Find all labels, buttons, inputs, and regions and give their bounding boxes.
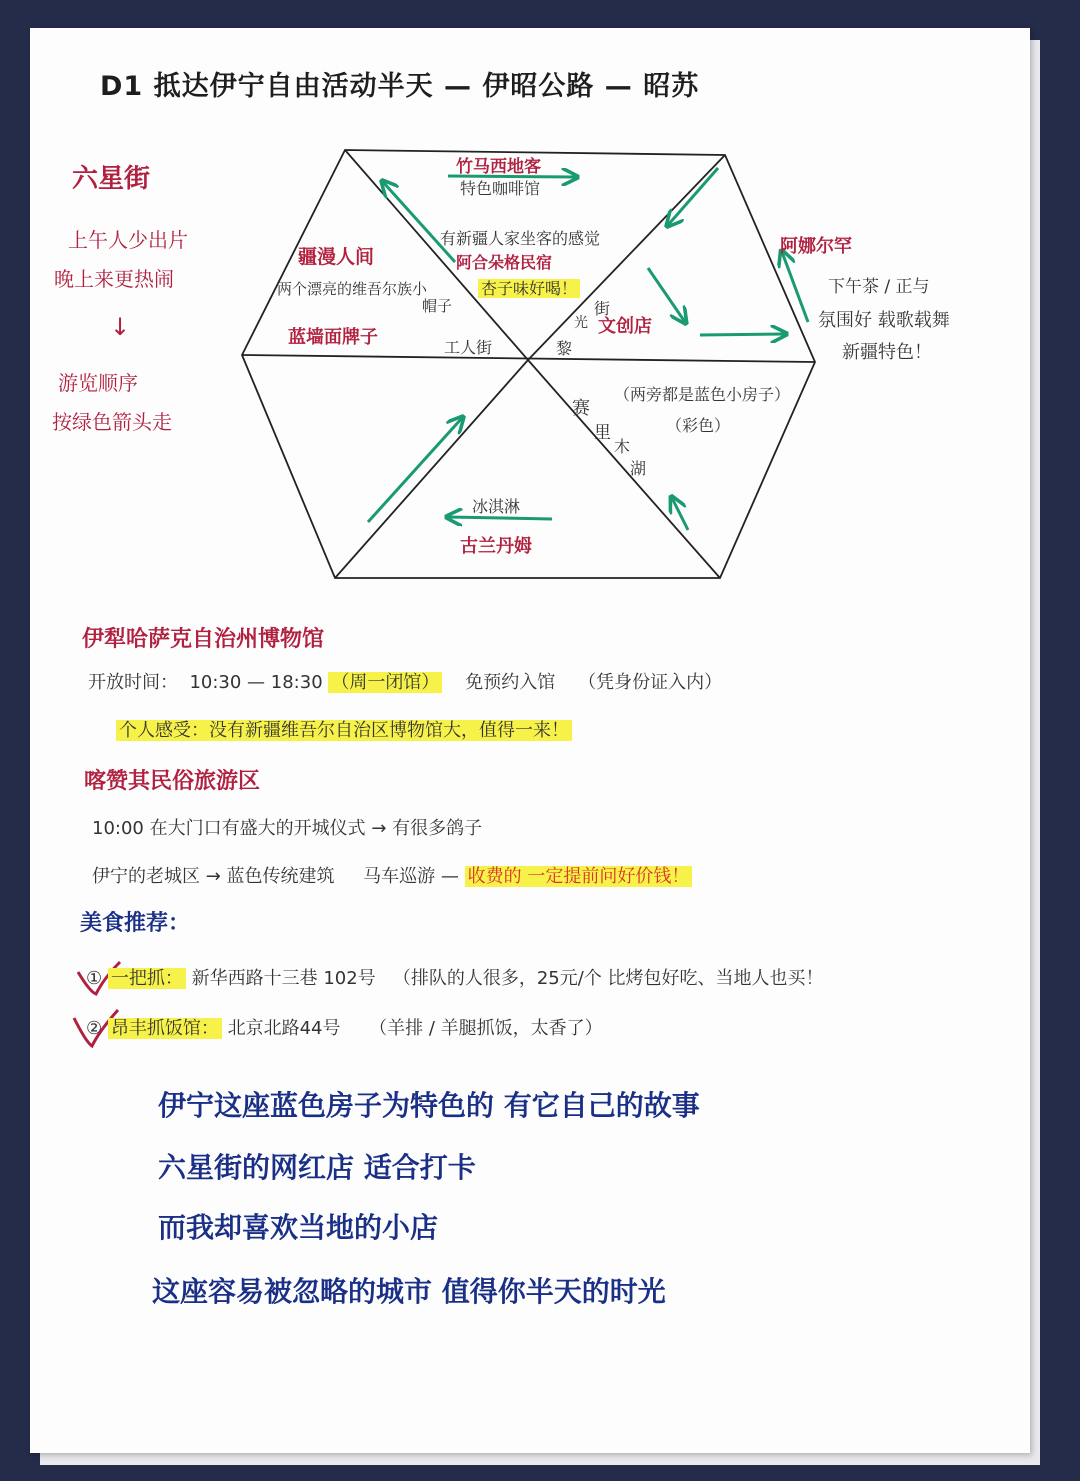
museum-closed: （周一闭馆） bbox=[328, 672, 442, 693]
map-top-sub: 特色咖啡馆 bbox=[460, 179, 541, 198]
map-right-sub2: 氛围好 载歌载舞 bbox=[818, 310, 950, 331]
kazanqi-line2b: 马车巡游 — bbox=[363, 866, 459, 887]
food-heading: 美食推荐： bbox=[80, 911, 191, 936]
map-right-name: 阿娜尔罕 bbox=[780, 236, 852, 257]
map-lower-note1: （两旁都是蓝色小房子） bbox=[614, 385, 791, 404]
map-lake-char-4: 湖 bbox=[630, 459, 647, 478]
map-left-sub1: 两个漂亮的维吾尔族小 bbox=[277, 280, 428, 298]
museum-free: 免预约入馆 bbox=[465, 672, 556, 693]
museum-hours: 10:30 — 18:30 bbox=[189, 672, 323, 693]
map-left-sub2: 帽子 bbox=[422, 297, 453, 315]
map-bottom-name: 古兰丹姆 bbox=[460, 536, 532, 557]
map-lake-char-2: 里 bbox=[594, 423, 611, 443]
liuxing-street-heading: 六星街 bbox=[72, 164, 151, 194]
map-bottom-sub: 冰淇淋 bbox=[472, 497, 521, 516]
left-note-line2: 晚上来更热闹 bbox=[54, 267, 174, 291]
food-item1-addr: 新华西路十三巷 102号 bbox=[191, 968, 376, 989]
map-right-sub3: 新疆特色！ bbox=[842, 342, 932, 363]
food-item2-note: （羊排 / 羊腿抓饭，太香了） bbox=[369, 1018, 603, 1039]
food-item-2 bbox=[86, 1014, 603, 1040]
food-item2-addr: 北京北路44号 bbox=[227, 1018, 341, 1039]
closing-line-4: 这座容易被忽略的城市 值得你半天的时光 bbox=[152, 1275, 666, 1308]
food-item-1 bbox=[86, 964, 824, 990]
kazanqi-line2c: 收费的 一定提前问好价钱！ bbox=[465, 866, 693, 887]
left-note-line1: 上午人少出片 bbox=[68, 228, 188, 252]
map-top-name: 竹马西地客 bbox=[456, 157, 541, 177]
food-item1-note: （排队的人很多，25元/个 比烤包好吃、当地人也买！ bbox=[392, 968, 824, 989]
map-center-note: 有新疆人家坐客的感觉 bbox=[440, 229, 601, 248]
map-left-name2: 蓝墙面牌子 bbox=[288, 327, 378, 348]
map-center-sub: 杏子味好喝！ bbox=[478, 279, 580, 298]
food-item1-num: ① bbox=[86, 968, 103, 989]
map-lower-note2: （彩色） bbox=[666, 416, 731, 435]
map-lake-char-3: 木 bbox=[614, 437, 631, 456]
closing-line-1: 伊宁这座蓝色房子为特色的 有它自己的故事 bbox=[158, 1089, 700, 1122]
map-shop-char-3: 黎 bbox=[556, 339, 573, 358]
closing-line-2: 六星街的网红店 适合打卡 bbox=[158, 1151, 476, 1184]
map-left-name: 疆漫人间 bbox=[298, 246, 375, 268]
map-shop-char-1: 光 bbox=[574, 315, 588, 331]
closing-line-3: 而我却喜欢当地的小店 bbox=[158, 1211, 439, 1244]
map-shop-name: 文创店 bbox=[598, 316, 652, 337]
map-center-name: 阿合朵格民宿 bbox=[456, 253, 553, 272]
page-title: D1 抵达伊宁自由活动半天 — 伊昭公路 — 昭苏 bbox=[100, 71, 700, 102]
kazanqi-line2a: 伊宁的老城区 → 蓝色传统建筑 bbox=[92, 866, 335, 887]
kazanqi-heading: 喀赞其民俗旅游区 bbox=[84, 769, 261, 794]
map-lake-char-1: 赛 bbox=[572, 398, 590, 419]
map-right-sub1: 下午茶 / 正与 bbox=[828, 277, 930, 297]
down-arrow-icon: ↓ bbox=[110, 313, 131, 341]
museum-hours-label: 开放时间： bbox=[88, 672, 178, 693]
food-item2-num: ② bbox=[86, 1018, 103, 1039]
left-note-line3: 游览顺序 bbox=[58, 371, 138, 395]
museum-id-note: （凭身份证入内） bbox=[578, 672, 723, 693]
map-left-street: 工人街 bbox=[444, 338, 493, 357]
museum-feeling: 个人感受：没有新疆维吾尔自治区博物馆大，值得一来！ bbox=[116, 720, 572, 741]
food-item2-name: 昂丰抓饭馆： bbox=[108, 1018, 222, 1039]
kazanqi-line1: 10:00 在大门口有盛大的开城仪式 → 有很多鸽子 bbox=[92, 818, 483, 839]
left-note-line4: 按绿色箭头走 bbox=[52, 410, 172, 434]
map-shop-char-2: 街 bbox=[594, 299, 611, 318]
museum-heading: 伊犁哈萨克自治州博物馆 bbox=[82, 627, 325, 652]
food-item1-name: 一把抓： bbox=[108, 968, 186, 989]
